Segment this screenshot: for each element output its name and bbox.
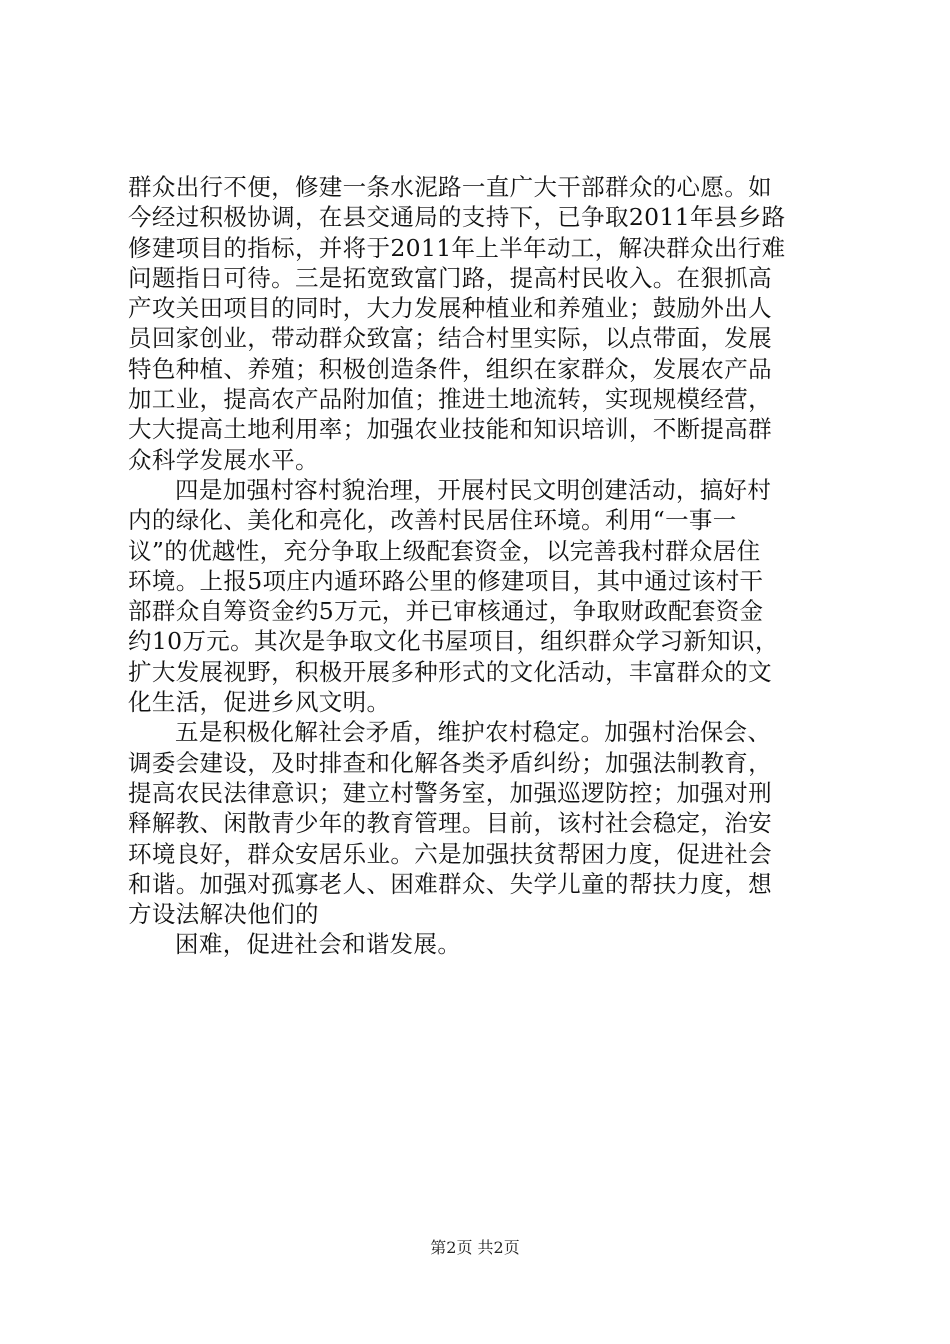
text-line: 方设法解决他们的 (128, 900, 319, 929)
text-line: 问题指日可待。三是拓宽致富门路，提高村民收入。在狠抓高 (128, 263, 772, 292)
paragraph-first-line: 困难，促进社会和谐发展。 (175, 930, 462, 959)
text-line: 部群众自筹资金约5万元，并已审核通过，争取财政配套资金 (128, 597, 764, 626)
text-line: 释解教、闲散青少年的教育管理。目前，该村社会稳定，治安 (128, 809, 772, 838)
text-line: 群众出行不便，修建一条水泥路一直广大干部群众的心愿。如 (128, 173, 772, 201)
text-line: 化生活，促进乡风文明。 (128, 688, 391, 717)
text-line: 议”的优越性，充分争取上级配套资金，以完善我村群众居住 (128, 536, 761, 565)
text-line: 特色种植、养殖；积极创造条件，组织在家群众，发展农产品 (128, 354, 772, 383)
text-line: 提高农民法律意识；建立村警务室，加强巡逻防控；加强对刑 (128, 778, 772, 807)
text-line: 内的绿化、美化和亮化，改善村民居住环境。利用“一事一 (128, 506, 737, 535)
text-line: 和谐。加强对孤寡老人、困难群众、失学儿童的帮扶力度，想 (128, 869, 772, 898)
text-line: 调委会建设，及时排查和化解各类矛盾纠纷；加强法制教育， (128, 748, 772, 777)
text-line: 扩大发展视野，积极开展多种形式的文化活动，丰富群众的文 (128, 657, 772, 686)
text-line: 约10万元。其次是争取文化书屋项目，组织群众学习新知识， (128, 627, 779, 656)
text-line: 环境良好，群众安居乐业。六是加强扶贫帮困力度，促进社会 (128, 839, 772, 868)
text-line: 众科学发展水平。 (128, 445, 319, 474)
text-line: 修建项目的指标，并将于2011年上半年动工，解决群众出行难 (128, 233, 786, 262)
paragraph-first-line: 五是积极化解社会矛盾，维护农村稳定。加强村治保会、 (175, 718, 772, 747)
text-line: 加工业，提高农产品附加值；推进土地流转，实现规模经营， (128, 385, 772, 414)
text-line: 今经过积极协调，在县交通局的支持下，已争取2011年县乡路 (128, 203, 786, 232)
page-footer (0, 1238, 950, 1258)
text-line: 大大提高土地利用率；加强农业技能和知识培训，不断提高群 (128, 415, 772, 444)
text-line: 产攻关田项目的同时，大力发展种植业和养殖业；鼓励外出人 (128, 294, 772, 323)
body-text (128, 172, 836, 960)
page-number-label: 第2页 共2页 (430, 1238, 520, 1257)
text-line: 员回家创业，带动群众致富；结合村里实际，以点带面，发展 (128, 324, 772, 353)
text-line: 环境。上报5项庄内遁环路公里的修建项目，其中通过该村干 (128, 566, 764, 595)
paragraph-first-line: 四是加强村容村貌治理，开展村民文明创建活动，搞好村 (175, 475, 772, 504)
